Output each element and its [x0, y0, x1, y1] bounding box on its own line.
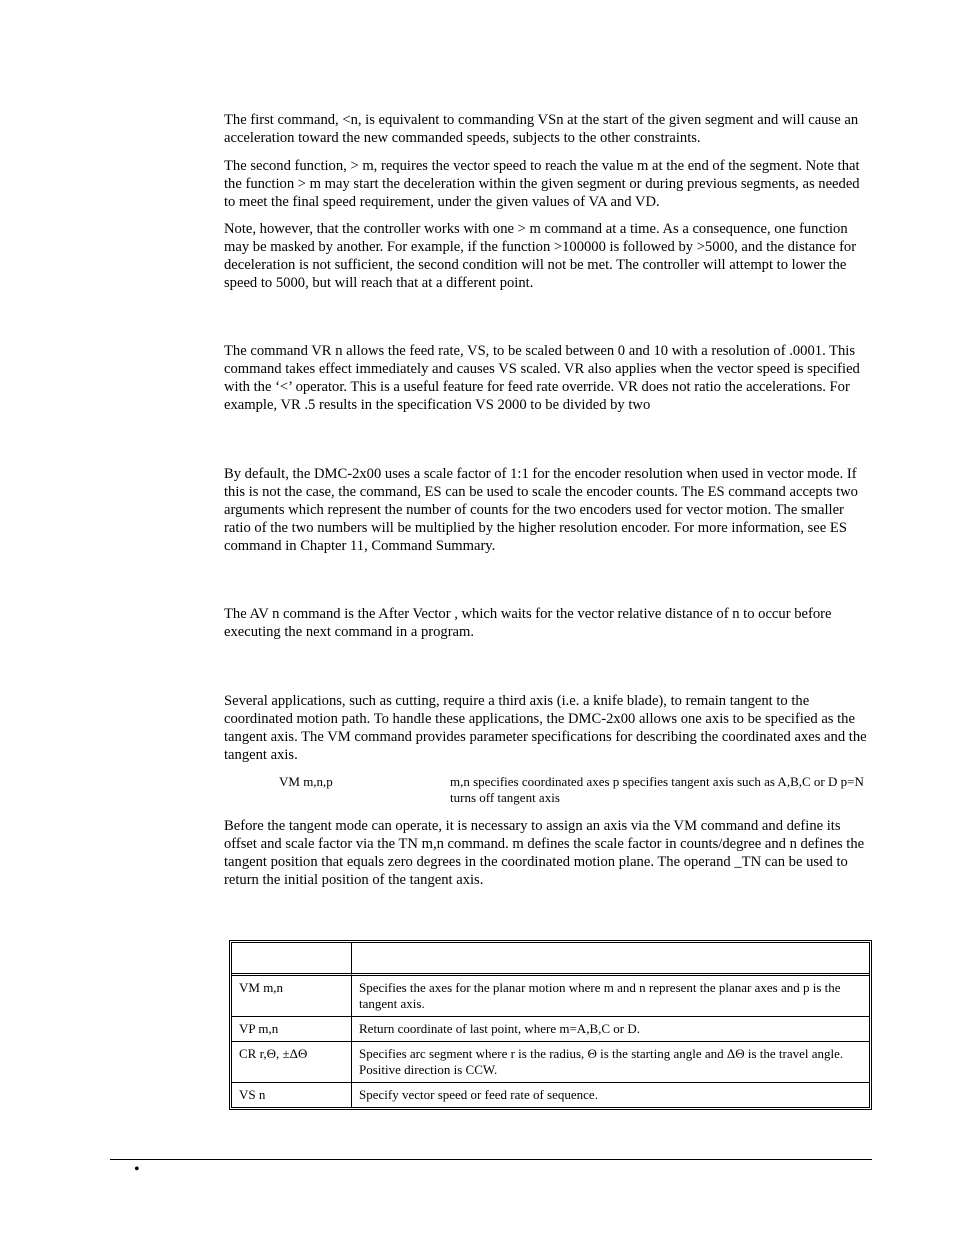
paragraph-tangent-setup: Before the tangent mode can operate, it is necessary to assign an axis via the VM command and define its offset and scale factor via the TN m,n command. m defines the scale factor in counts/degree and n defines the tangent position that equals zero degrees in the coordinated motion plane. The operand _TN can be used to return the initial position of the tangent axis. [224, 818, 865, 888]
table-row [232, 1017, 869, 1042]
paragraph-masking-note: Note, however, that the controller works with one > m command at a time. As a consequence, one function may be masked by another. For example, if the function >100000 is followed by >5000, and the distance for deceleration is not sufficient, the second condition will not be met. The controller will attempt to lower the speed to 5000, but will reach that at a different point. [224, 221, 857, 291]
paragraph-tangent-intro: Several applications, such as cutting, require a third axis (i.e. a knife blade), to remain tangent to the coordinated motion path. To handle these applications, the DMC-2x00 allows one axis to be specified as the tangent axis. The VM command provides parameter specifications for describing the coordinated axes and the tangent axis. [224, 693, 867, 763]
table-row [232, 1042, 869, 1083]
table-cell-description: Specify vector speed or feed rate of sequence. [359, 1087, 598, 1102]
syntax-command: VM m,n,p [279, 774, 333, 789]
paragraph-vector-ratio: The command VR n allows the feed rate, VS, to be scaled between 0 and 10 with a resolution of .0001. This command takes effect immediately and causes VS scaled. VR also applies when the vector speed is specified with the ‘<’ operator. This is a useful feature for feed rate override. VR does not ratio the accelerations. For example, VR .5 results in the specification VS 2000 to be divided by two [224, 343, 860, 413]
table-cell-command: VS n [232, 1083, 352, 1107]
paragraph-after-vector: The AV n command is the After Vector , which waits for the vector relative distance of n to occur before executing the next command in a program. [224, 606, 832, 640]
table-cell-command: VM m,n [232, 976, 352, 1017]
command-summary-table [229, 940, 872, 1110]
paragraph-end-speed: The second function, > m, requires the vector speed to reach the value m at the end of the segment. Note that the function > m may start the deceleration within the given segment or during previous segments, as needed to meet the final speed requirement, under the given values of VA and VD. [224, 158, 860, 210]
syntax-description: m,n specifies coordinated axes p specifies tangent axis such as A,B,C or D p=N turns off tangent axis [450, 774, 864, 805]
paragraph-encoder-scaling: By default, the DMC-2x00 uses a scale factor of 1:1 for the encoder resolution when used in vector mode. If this is not the case, the command, ES can be used to scale the encoder counts. The ES command accepts two arguments which represent the number of counts for the two encoders used for vector motion. The smaller ratio of the two numbers will be multiplied by the higher resolution encoder. For more information, see ES command in Chapter 11, Command Summary. [224, 466, 858, 554]
table-header-description [352, 943, 869, 976]
table-cell-description: Specifies the axes for the planar motion where m and n represent the planar axes and p is the tangent axis. [352, 976, 869, 1017]
table-cell-command: CR r,Θ, ±ΔΘ [232, 1042, 352, 1083]
table-header-row [232, 943, 869, 976]
paragraph-start-speed: The first command, <n, is equivalent to commanding VSn at the start of the given segment and will cause an acceleration toward the new commanded speeds, subjects to the other constraints. [224, 112, 859, 146]
table-cell-description: Return coordinate of last point, where m=A,B,C or D. [352, 1017, 869, 1042]
footer-divider [110, 1159, 872, 1160]
table-row [232, 976, 869, 1017]
table-cell-description: Specifies arc segment where r is the radius, Θ is the starting angle and ΔΘ is the travel angle. Positive direction is CCW. [352, 1042, 869, 1083]
table-cell-command: VP m,n [232, 1017, 352, 1042]
footer-bullet: • [134, 1161, 140, 1178]
table-row [232, 1083, 869, 1107]
table-header-command [232, 943, 352, 976]
